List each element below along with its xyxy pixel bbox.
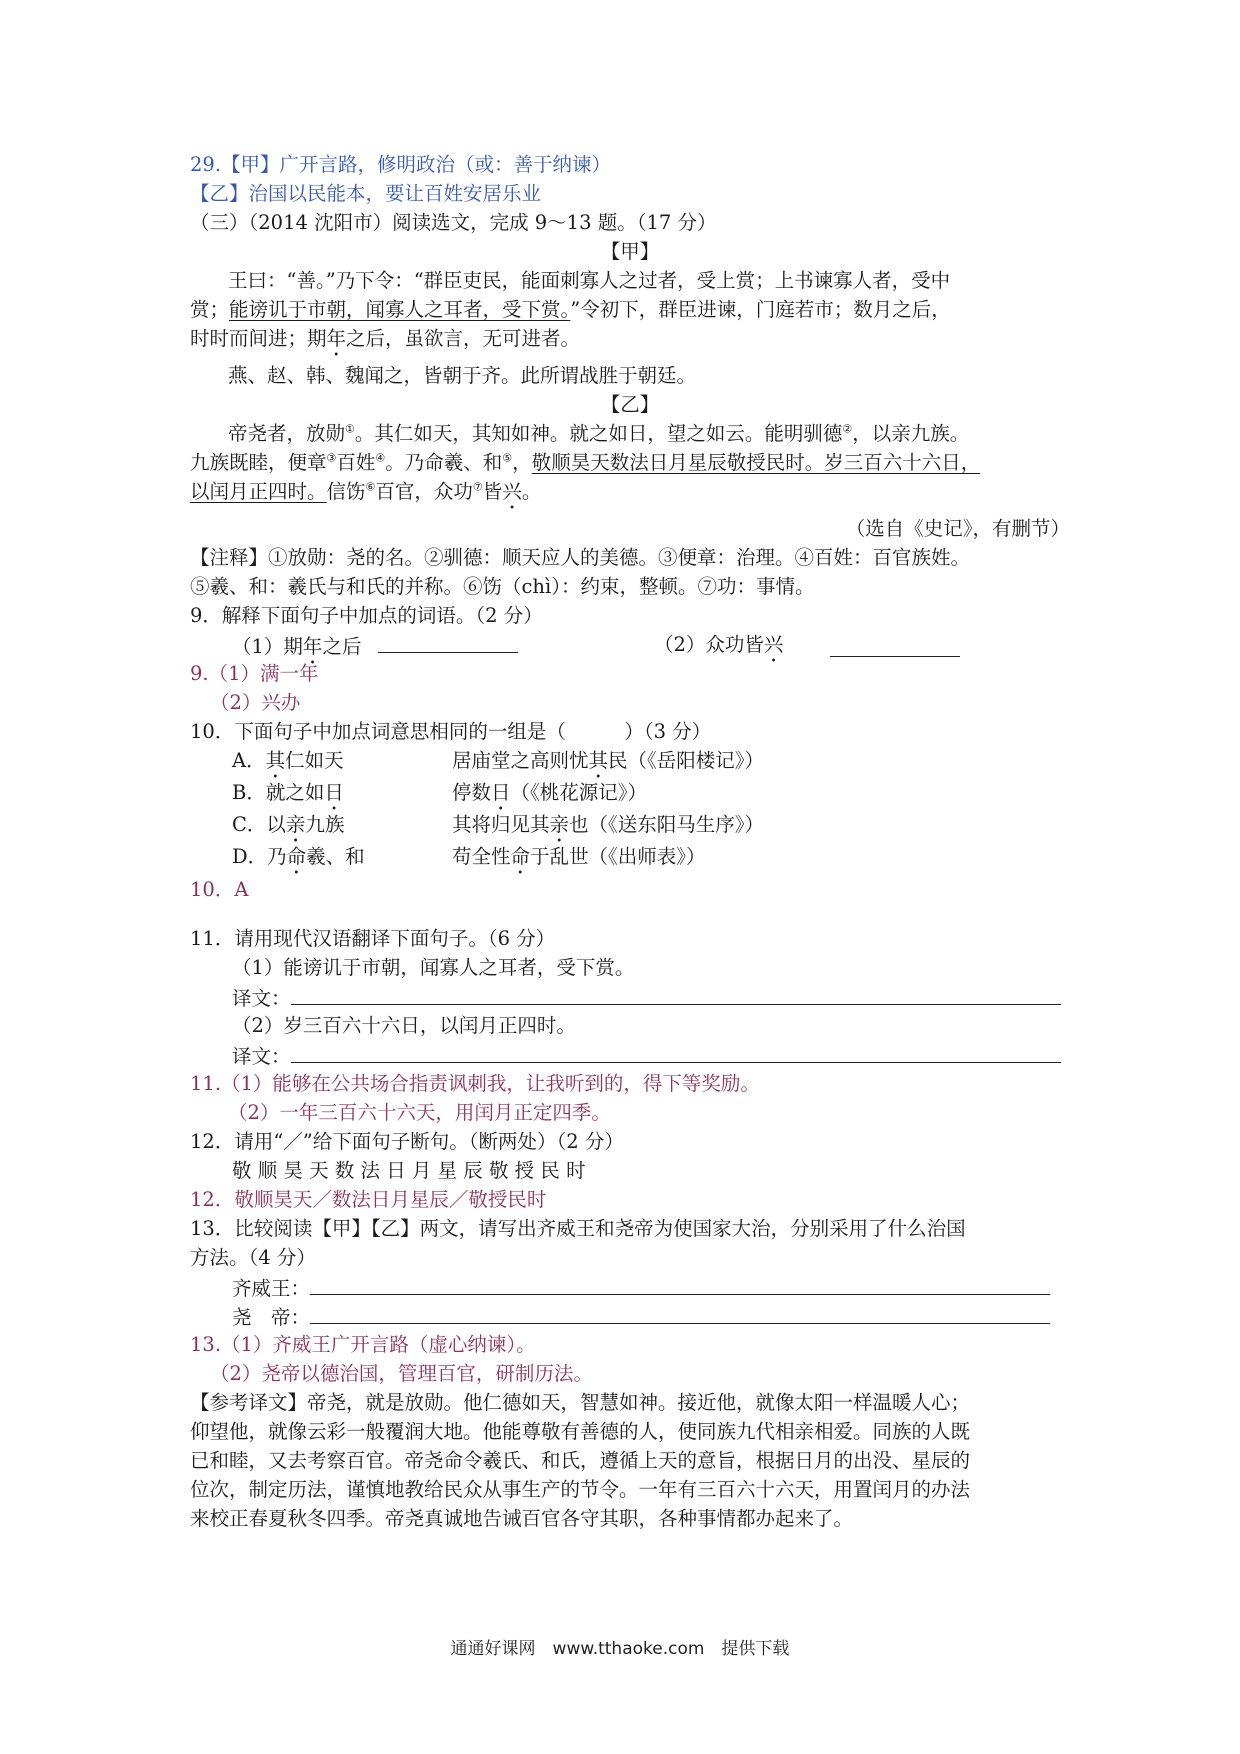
underlined-sentence: 以闰月正四时。 bbox=[190, 480, 327, 503]
dotted-word: 年 bbox=[326, 327, 347, 350]
answer-9-line2: （2）兴办 bbox=[210, 691, 301, 714]
question-13-stem-line1: 13．比较阅读【甲】【乙】两文，请写出齐威王和尧帝为使国家大治，分别采用了什么治国 bbox=[190, 1217, 966, 1240]
answer-line-13-1[interactable] bbox=[310, 1272, 1050, 1295]
passage-jia-line4: 燕、赵、韩、魏闻之，皆朝于齐。此所谓战胜于朝廷。 bbox=[228, 364, 697, 387]
question-13-blank2: 尧 帝： bbox=[190, 1301, 1070, 1330]
question-10-stem: 10．下面句子中加点词意思相同的一组是（ ）（3 分） bbox=[190, 720, 712, 743]
question-9-stem: 9．解释下面句子中加点的词语。（2 分） bbox=[190, 604, 543, 627]
answer-10: 10．A bbox=[190, 878, 249, 901]
passage-source: （选自《史记》，有删节） bbox=[845, 517, 1070, 540]
question-11-translation1: 译文： bbox=[190, 982, 1070, 1011]
question-9-items: （1）期年之后 （2）众功皆兴 bbox=[190, 630, 1070, 659]
question-11-stem: 11．请用现代汉语翻译下面句子。（6 分） bbox=[190, 927, 556, 950]
translation-line4: 位次，制定历法，谨慎地教给民众从事生产的节令。一年有三百六十六天，用置闰月的办法 bbox=[190, 1478, 971, 1501]
answer-13-line2: （2）尧帝以德治国，管理百官，研制历法。 bbox=[210, 1362, 593, 1385]
answer-13-line1: 13.（1）齐威王广开言路（虚心纳谏）。 bbox=[190, 1333, 536, 1356]
passage-yi-line1: 帝尧者，放勋①。其仁如天，其知如神。就之如日，望之如云。能明驯德②，以亲九族。 bbox=[228, 422, 970, 445]
question-11-sentence2: （2）岁三百六十六日，以闰月正四时。 bbox=[232, 1014, 576, 1037]
underlined-sentence: 能谤讥于市朝，闻寡人之耳者，受下赏。 bbox=[229, 298, 571, 321]
page-footer: 通通好课网 www.tthaoke.com 提供下载 bbox=[450, 1639, 790, 1659]
section-heading: （三）（2014 沈阳市）阅读选文，完成 9～13 题。（17 分） bbox=[190, 211, 717, 234]
answer-29-line2: 【乙】治国以民能本，要让百姓安居乐业 bbox=[190, 182, 542, 205]
answer-11-line2: （2）一年三百六十六天，用闰月正定四季。 bbox=[228, 1101, 611, 1124]
answer-line-13-2[interactable] bbox=[310, 1301, 1050, 1324]
answer-blank-9-2[interactable] bbox=[830, 634, 960, 657]
translation-line3: 已和睦，又去考察百官。帝尧命令羲氏、和氏，遵循上天的意旨，根据日月的出没、星辰的 bbox=[190, 1449, 971, 1472]
translation-line5: 来校正春夏秋冬四季。帝尧真诚地告诫百官各守其职，各种事情都办起来了。 bbox=[190, 1507, 854, 1530]
notes-line1: 【注释】①放勋：尧的名。②驯德：顺天应人的美德。③便章：治理。④百姓：百官族姓。 bbox=[190, 546, 971, 569]
question-11-sentence1: （1）能谤讥于市朝，闻寡人之耳者，受下赏。 bbox=[232, 956, 635, 979]
question-10-option-b: B．就之如日 停数日（《桃花源记》） bbox=[232, 781, 648, 804]
dotted-word: 兴 bbox=[502, 480, 522, 503]
translation-line2: 仰望他，就像云彩一般覆润大地。他能尊敬有善德的人，使同族九代相亲相爱。同族的人既 bbox=[190, 1420, 971, 1443]
question-11-translation2: 译文： bbox=[190, 1040, 1070, 1069]
notes-line2: ⑤羲、和：羲氏与和氏的并称。⑥饬（chì）：约束，整顿。⑦功：事情。 bbox=[190, 575, 815, 598]
question-12-stem: 12．请用“／”给下面句子断句。（断两处）（2 分） bbox=[190, 1130, 624, 1153]
document-body bbox=[190, 150, 1070, 1533]
question-10-option-d: D．乃命羲、和 苟全性命于乱世（《出师表》） bbox=[232, 845, 706, 868]
question-13-blank1: 齐威王： bbox=[190, 1272, 1070, 1301]
passage-jia-line3: 时时而间进；期年之后，虽欲言，无可进者。 bbox=[190, 327, 581, 350]
translation-line1: 【参考译文】帝尧，就是放勋。他仁德如天，智慧如神。接近他，就像太阳一样温暖人心； bbox=[190, 1391, 971, 1414]
passage-yi-title: 【乙】 bbox=[600, 393, 660, 416]
question-12-text: 敬 顺 昊 天 数 法 日 月 星 辰 敬 授 民 时 bbox=[232, 1159, 586, 1182]
answer-blank-9-1[interactable] bbox=[378, 630, 518, 653]
passage-yi-line2: 九族既睦，便章③百姓④。乃命羲、和⑤，敬顺昊天数法日月星辰敬授民时。岁三百六十六日， bbox=[190, 451, 981, 474]
answer-12: 12．敬顺昊天／数法日月星辰／敬授民时 bbox=[190, 1188, 547, 1211]
answer-9-line1: 9.（1）满一年 bbox=[190, 662, 319, 685]
answer-11-line1: 11.（1）能够在公共场合指责讽刺我，让我听到的，得下等奖励。 bbox=[190, 1072, 760, 1095]
dotted-word: 年 bbox=[302, 635, 323, 658]
answer-line-11-2[interactable] bbox=[291, 1040, 1061, 1063]
underlined-sentence: 敬顺昊天数法日月星辰敬授民时。岁三百六十六日， bbox=[531, 451, 981, 474]
passage-jia-line1: 王曰：“善。”乃下令：“群臣吏民，能面刺寡人之过者，受上赏；上书谏寡人者，受中 bbox=[228, 269, 951, 292]
passage-jia-line2: 赏；能谤讥于市朝，闻寡人之耳者，受下赏。”令初下，群臣进谏，门庭若市；数月之后， bbox=[190, 298, 951, 321]
passage-yi-line3: 以闰月正四时。信饬⑥百官，众功⑦皆兴。 bbox=[190, 480, 542, 503]
question-10-option-a: A．其仁如天 居庙堂之高则忧其民（《岳阳楼记》） bbox=[232, 749, 765, 772]
dotted-word: 兴 bbox=[763, 633, 784, 656]
passage-jia-title: 【甲】 bbox=[600, 240, 660, 263]
question-13-stem-line2: 方法。（4 分） bbox=[190, 1246, 316, 1269]
question-10-option-c: C．以亲九族 其将归见其亲也（《送东阳马生序》） bbox=[232, 813, 765, 836]
answer-29-line1: 29.【甲】广开言路，修明政治（或：善于纳谏） bbox=[190, 153, 612, 176]
answer-line-11-1[interactable] bbox=[291, 982, 1061, 1005]
